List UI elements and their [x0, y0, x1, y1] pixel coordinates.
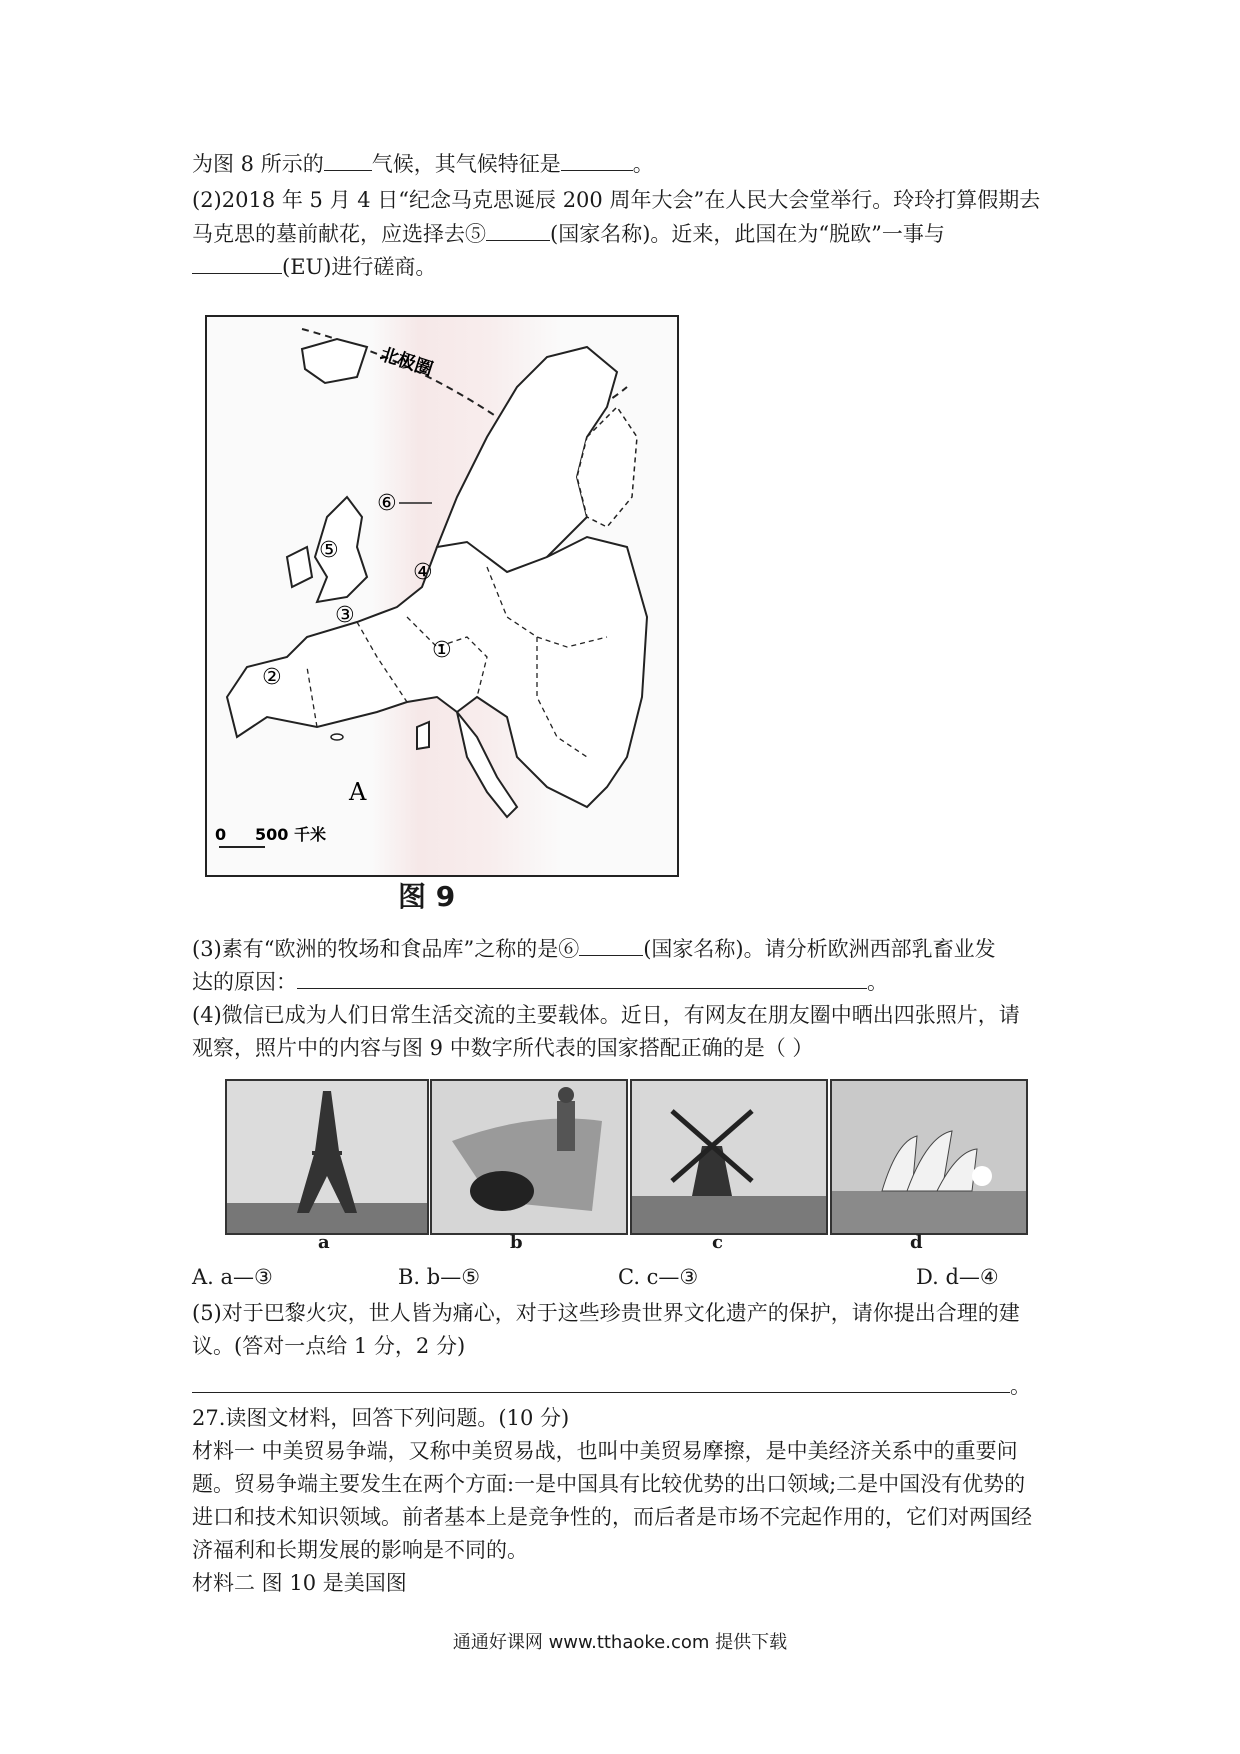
- q4-line1: (4)微信已成为人们日常生活交流的主要载体。近日，有网友在朋友圈中晒出四张照片，请: [192, 1003, 1020, 1027]
- material2-line1: 材料二 图 10 是美国图: [192, 1571, 407, 1595]
- photo-c: [630, 1079, 828, 1235]
- q5-line2: 议。(答对一点给 1 分，2 分): [192, 1334, 466, 1358]
- q1-tail: 为图 8 所示的 气候，其气候特征是 。: [192, 148, 654, 179]
- q5-line1: (5)对于巴黎火灾，世人皆为痛心，对于这些珍贵世界文化遗产的保护，请你提出合理的建: [192, 1301, 1020, 1325]
- q2-line3: (EU)进行磋商。: [192, 251, 436, 282]
- caption-d: d: [910, 1232, 923, 1253]
- option-d[interactable]: D. d—④: [916, 1265, 999, 1289]
- photo-a: [225, 1079, 429, 1235]
- sardinia-shape: [417, 722, 429, 749]
- marker-3: ③: [335, 603, 355, 628]
- photo-d: [830, 1079, 1028, 1235]
- q2-line1: (2)2018 年 5 月 4 日“纪念马克思诞辰 200 周年大会”在人民大会堂举行。玲玲打算假期去: [192, 188, 1041, 212]
- q3-line1: (3)素有“欧洲的牧场和食品库”之称的是⑥ (国家名称)。请分析欧洲西部乳畜业发: [192, 933, 996, 964]
- material1-line4: 济福利和长期发展的影响是不同的。: [192, 1538, 528, 1562]
- answer-blank-suggestion[interactable]: [192, 1370, 1010, 1393]
- marker-6: ⑥: [377, 491, 397, 516]
- answer-blank-country[interactable]: [486, 218, 550, 241]
- material1-line2: 题。贸易争端主要发生在两个方面:一是中国具有比较优势的出口领域;二是中国没有优势的: [192, 1472, 1026, 1496]
- europe-map: [205, 315, 679, 877]
- q2-line2: 马克思的墓前献花，应选择去⑤ (国家名称)。近来，此国在为“脱欧”一事与: [192, 218, 945, 249]
- material1-line3: 进口和技术知识领域。前者基本上是竞争性的，而后者是市场不完起作用的，它们对两国经: [192, 1505, 1032, 1529]
- sea-label: A: [349, 778, 367, 806]
- figure-9-title: 图 9: [398, 880, 456, 913]
- italy-shape: [457, 712, 517, 817]
- option-b[interactable]: B. b—⑤: [398, 1265, 481, 1289]
- answer-blank-eu[interactable]: [192, 251, 282, 274]
- eiffel-tower-icon: [227, 1081, 427, 1233]
- europe-map-drawing: [207, 317, 677, 875]
- scale-zero: 0: [215, 825, 227, 844]
- material1-line1: 材料一 中美贸易争端，又称中美贸易战，也叫中美贸易摩擦，是中美经济关系中的重要问: [192, 1439, 1018, 1463]
- scale-label: 500 千米: [255, 825, 326, 844]
- footer-source: 通通好课网 www.tthaoke.com 提供下载: [452, 1632, 788, 1653]
- caption-c: c: [712, 1232, 723, 1253]
- q3-line2: 达的原因： 。: [192, 966, 888, 997]
- answer-blank-country6[interactable]: [579, 933, 643, 956]
- photo-b: [430, 1079, 628, 1235]
- marker-1: ①: [432, 638, 452, 663]
- option-a[interactable]: A. a—③: [192, 1265, 273, 1289]
- q4-line2: 观察，照片中的内容与图 9 中数字所代表的国家搭配正确的是（ ）: [192, 1036, 814, 1060]
- q27-title: 27.读图文材料，回答下列问题。(10 分): [192, 1406, 570, 1430]
- arctic-label: 北极圈: [377, 343, 436, 381]
- marker-4: ④: [413, 560, 433, 585]
- caption-b: b: [510, 1232, 523, 1253]
- iceland-shape: [302, 339, 367, 383]
- q5-answer-line: 。: [192, 1370, 1031, 1401]
- answer-blank[interactable]: [561, 148, 633, 171]
- marker-2: ②: [262, 665, 282, 690]
- answer-blank-reason[interactable]: [297, 966, 867, 989]
- option-c[interactable]: C. c—③: [618, 1265, 699, 1289]
- answer-blank[interactable]: [324, 148, 372, 171]
- caption-a: a: [318, 1232, 330, 1253]
- ireland-shape: [287, 547, 312, 587]
- bullfighter-icon: [432, 1081, 626, 1233]
- marker-5: ⑤: [319, 538, 339, 563]
- sydney-opera-house-icon: [832, 1081, 1026, 1233]
- windmill-icon: [632, 1081, 826, 1233]
